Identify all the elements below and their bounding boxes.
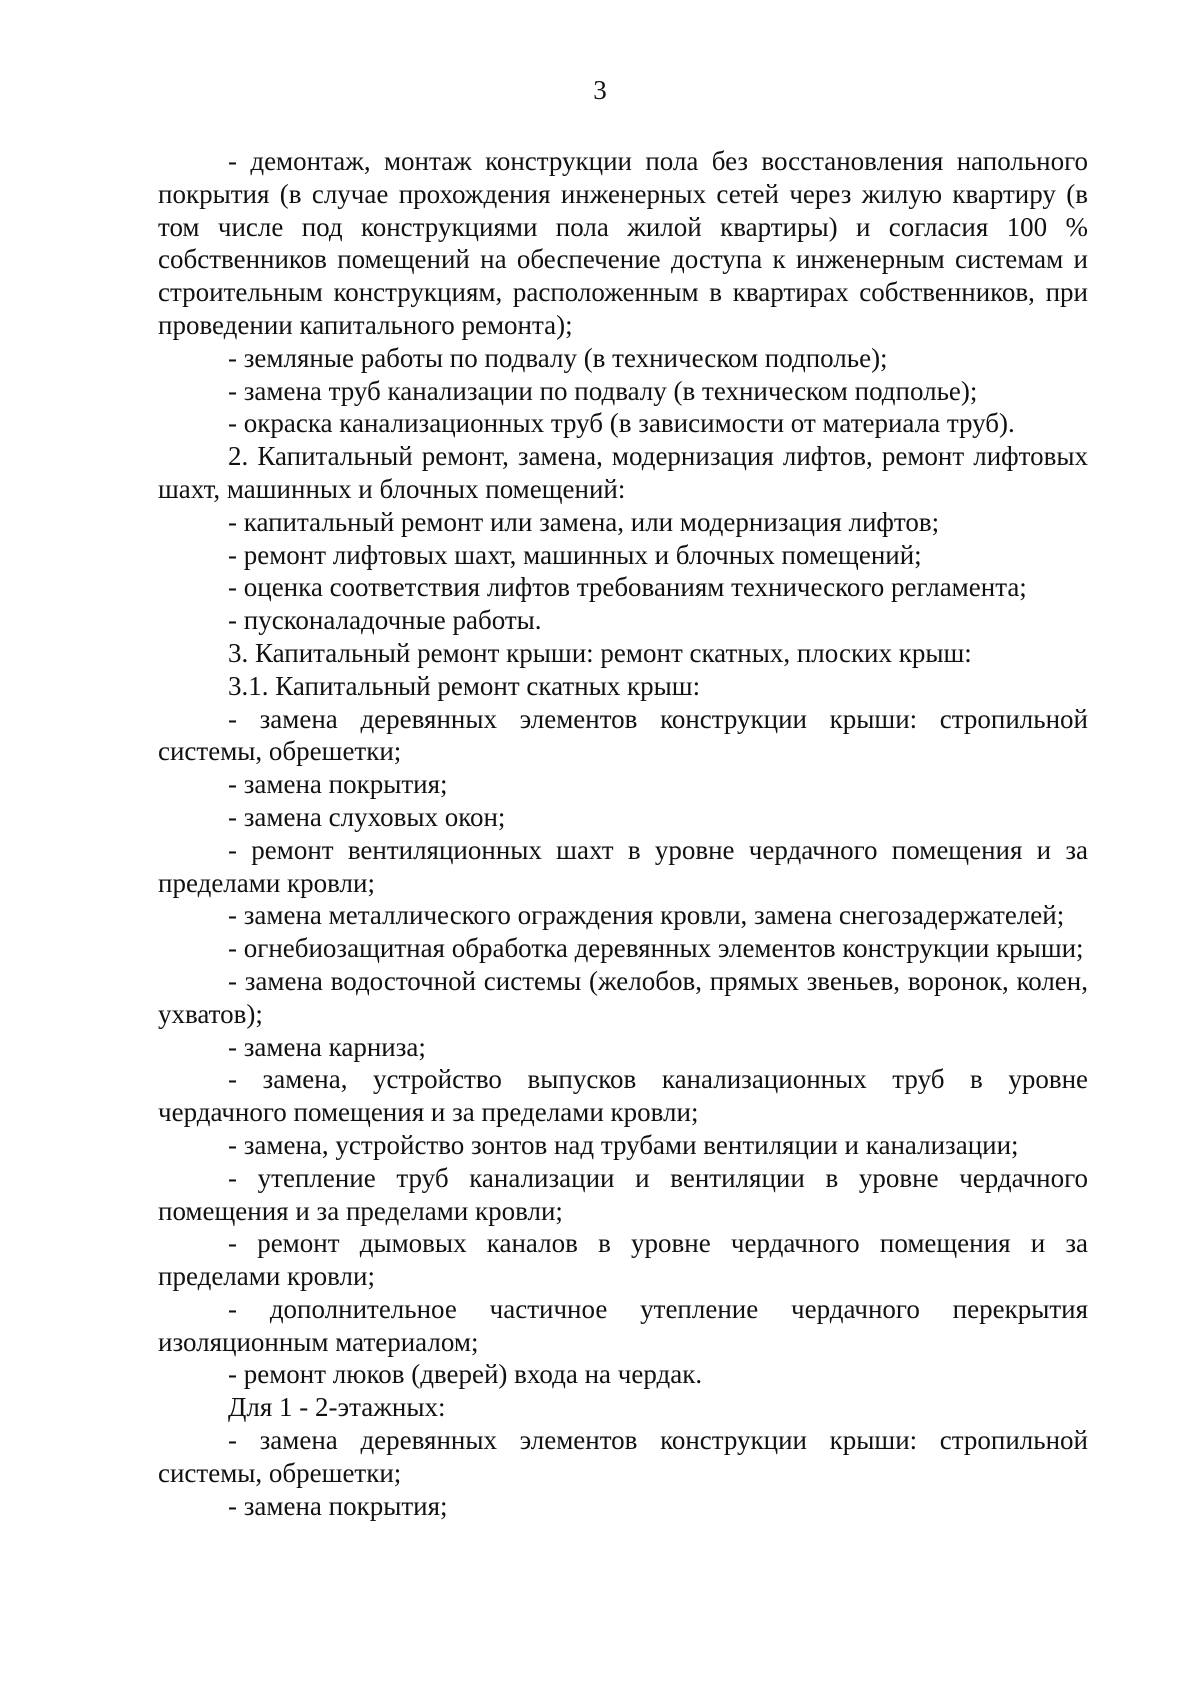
paragraph-pipe-caps: - замена, устройство зонтов над трубами вентиляции и канализации; xyxy=(228,1129,1019,1160)
paragraph-pipe-insulation: - утепление труб канализации и вентиляции в уровне чердачного помещения и за пределами кровли; xyxy=(158,1162,1088,1226)
section-heading-roof: 3. Капитальный ремонт крыши: ремонт скатных, плоских крыш: xyxy=(228,637,972,668)
section-heading-elevators: 2. Капитальный ремонт, замена, модернизация лифтов, ремонт лифтовых шахт, машинных и блочных помещений: xyxy=(158,441,1088,504)
paragraph-sewer-pipe-replacement: - замена труб канализации по подвалу (в техническом подполье); xyxy=(228,375,978,406)
subsection-heading-pitched-roofs: 3.1. Капитальный ремонт скатных крыш: xyxy=(228,670,701,701)
paragraph-roof-fencing: - замена металлического ограждения кровли, замена снегозадержателей; xyxy=(228,900,1065,931)
paragraph-elevator-shafts: - ремонт лифтовых шахт, машинных и блочных помещений; xyxy=(228,539,922,570)
paragraph-commissioning: - пусконаладочные работы. xyxy=(228,605,542,636)
paragraph-covering-low-rise: - замена покрытия; xyxy=(228,1490,448,1521)
paragraph-fire-protection: - огнебиозащитная обработка деревянных элементов конструкции крыши; xyxy=(228,933,1084,964)
document-body xyxy=(158,145,1088,1522)
paragraph-covering: - замена покрытия; xyxy=(228,769,448,800)
paragraph-wooden-elements-low-rise: - замена деревянных элементов конструкции крыши: стропильной системы, обрешетки; xyxy=(158,1425,1088,1488)
paragraph-elevator-assessment: - оценка соответствия лифтов требованиям технического регламента; xyxy=(228,572,1027,603)
paragraph-attic-hatches: - ремонт люков (дверей) входа на чердак. xyxy=(228,1359,703,1390)
page-number: 3 xyxy=(593,75,607,105)
paragraph-attic-insulation: - дополнительное частичное утепление чердачного перекрытия изоляционным материалом; xyxy=(158,1293,1088,1357)
paragraph-ventilation-shafts: - ремонт вентиляционных шахт в уровне чердачного помещения и за пределами кровли; xyxy=(158,834,1088,898)
paragraph-cornice: - замена карниза; xyxy=(228,1031,426,1062)
paragraph-sewer-outlets: - замена, устройство выпусков канализационных труб в уровне чердачного помещения и за пределами кровли; xyxy=(158,1064,1088,1128)
subheading-low-rise: Для 1 - 2-этажных: xyxy=(228,1392,446,1423)
paragraph-chimney-repair: - ремонт дымовых каналов в уровне чердачного помещения и за пределами кровли; xyxy=(158,1228,1088,1292)
paragraph-wooden-elements: - замена деревянных элементов конструкции крыши: стропильной системы, обрешетки; xyxy=(158,703,1088,767)
paragraph-sewer-pipe-painting: - окраска канализационных труб (в зависимости от материала труб). xyxy=(228,408,1015,439)
paragraph-drainage-system: - замена водосточной системы (желобов, прямых звеньев, воронок, колен, ухватов); xyxy=(158,965,1088,1029)
paragraph-earthworks: - земляные работы по подвалу (в техническом подполье); xyxy=(228,342,888,373)
paragraph-dormer-windows: - замена слуховых окон; xyxy=(228,801,506,832)
paragraph-floor-dismantling: - демонтаж, монтаж конструкции пола без восстановления напольного покрытия (в случае прохождения инженерных сетей через жилую квартиру (в том числе под конструкциями пола жилой квартиры) и согласия 100 % собственников помещений на обеспечение доступа к инженерным системам и строительным конструкциям, расположенным в квартирах собственников, при проведении капитального ремонта); xyxy=(158,146,1088,340)
paragraph-elevator-repair: - капитальный ремонт или замена, или модернизация лифтов; xyxy=(228,506,940,537)
